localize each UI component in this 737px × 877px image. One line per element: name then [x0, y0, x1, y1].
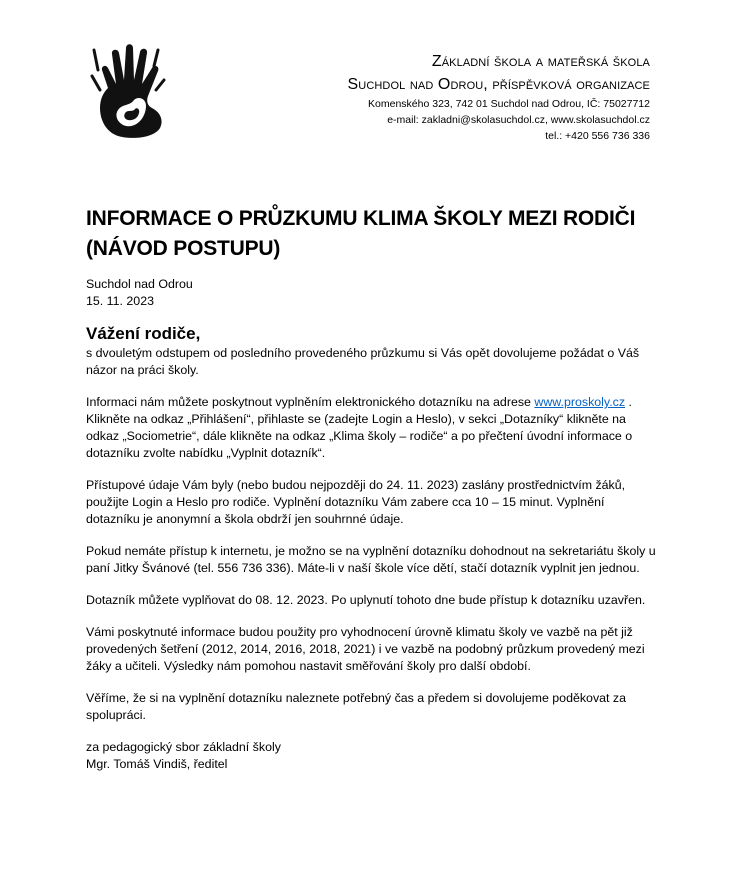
intro-paragraph: s dvouletým odstupem od posledního provedeného průzkumu si Vás opět dovolujeme požádat o Váš názor na práci školy.: [86, 346, 640, 377]
place: Suchdol nad Odrou: [86, 277, 193, 291]
deadline-paragraph: Dotazník můžete vyplňovat do 08. 12. 2023. Po uplynutí tohoto dne bude přístup k dotazníku uzavřen.: [86, 593, 646, 607]
title-line1: INFORMACE O PRŮZKUMU KLIMA ŠKOLY MEZI RODIČI: [86, 207, 636, 230]
date: 15. 11. 2023: [86, 294, 154, 308]
school-email-web: e-mail: zakladni@skolasuchdol.cz, www.skolasuchdol.cz: [387, 114, 650, 126]
thanks-paragraph: Věříme, že si na vyplnění dotazníku naleznete potřebný čas a předem si dovolujeme poděkovat za spolupráci.: [86, 691, 626, 722]
school-header: [348, 50, 651, 144]
proskoly-link[interactable]: www.proskoly.cz: [534, 395, 626, 409]
signature-line2: Mgr. Tomáš Vindiš, ředitel: [86, 757, 228, 771]
school-name-line2: Suchdol nad Odrou, příspěvková organizace: [347, 76, 650, 93]
document-title: [86, 204, 666, 264]
usage-paragraph: Vámi poskytnuté informace budou použity pro vyhodnocení úrovně klimatu školy ve vazbě na pět již provedených šetření (2012, 2014, 2016, 2018, 2021) i ve vazbě na podobný průzkum provedený mezi žáky a učiteli. Výsledky nám pomohou nastavit směřování školy pro další období.: [86, 625, 645, 673]
instructions-paragraph: [86, 394, 661, 462]
signature-line1: za pedagogický sbor základní školy: [86, 740, 281, 754]
school-phone: tel.: +420 556 736 336: [545, 130, 650, 142]
title-line2: (NÁVOD POSTUPU): [86, 237, 281, 260]
hand-logo-icon: [88, 40, 170, 140]
school-name-line1: Základní škola a mateřská škola: [431, 53, 650, 70]
no-internet-paragraph: Pokud nemáte přístup k internetu, je možno se na vyplnění dotazníku dohodnout na sekretariátu školy u paní Jitky Švánové (tel. 556 736 336). Máte-li v naší škole více dětí, stačí dotazník vyplnit jen jednou.: [86, 544, 656, 575]
letter-body: [86, 276, 661, 773]
school-address: Komenského 323, 742 01 Suchdol nad Odrou, IČ: 75027712: [368, 98, 650, 110]
instructions-text-after: . Klikněte na odkaz „Přihlášení“, přihlaste se (zadejte Login a Heslo), v sekci „Dotazníky“ klikněte na odkaz „Sociometrie“, dále klikněte na odkaz „Klima školy – rodiče“ a po přečtení úvodní informace o dotazníku zvolte nabídku „Vyplnit dotazník“.: [86, 395, 633, 460]
access-paragraph: Přístupové údaje Vám byly (nebo budou nejpozději do 24. 11. 2023) zaslány prostřednictvím žáků, použijte Login a Heslo pro rodiče. Vyplnění dotazníku Vám zabere cca 10 – 15 minut. Vyplnění dotazníku je anonymní a škola obdrží jen souhrnné údaje.: [86, 478, 626, 526]
greeting: Vážení rodiče,: [86, 324, 201, 343]
instructions-text-before: Informaci nám můžete poskytnout vyplněním elektronického dotazníku na adrese: [86, 395, 535, 409]
